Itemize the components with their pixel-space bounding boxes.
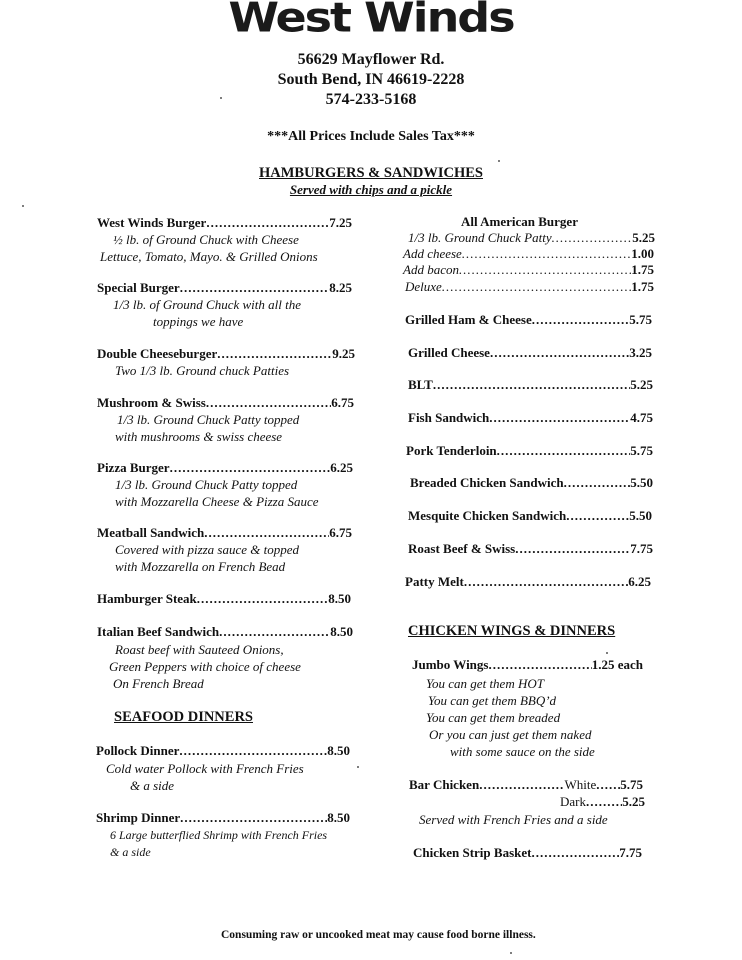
item-price: 8.50 [327,743,350,758]
item-name: Patty Melt [405,574,464,589]
item-name: Grilled Cheese [408,345,490,360]
item-description: Served with French Fries and a side [419,812,608,827]
option-label: Add bacon [403,262,459,277]
menu-item-shrimp-dinner [96,810,350,826]
all-american-option [405,279,654,295]
all-american-burger-title: All American Burger [461,214,578,229]
item-price: 6.75 [329,525,352,540]
item-name: Jumbo Wings [412,657,489,672]
item-description: You can get them HOT [426,676,544,691]
item-description: Cold water Pollock with French Fries [106,761,304,776]
menu-item-pork-tenderloin [406,443,653,459]
item-name: Mesquite Chicken Sandwich [408,508,567,523]
item-price: 6.25 [330,460,353,475]
address-line-2: South Bend, IN 46619-2228 [277,71,465,88]
menu-item-double-cheeseburger [97,346,355,362]
item-name: Fish Sandwich [408,410,490,425]
item-description: Covered with pizza sauce & topped [115,542,300,557]
menu-item-mushroom-swiss [97,395,354,411]
item-price: 8.50 [327,810,350,825]
option-price: 5.25 [632,230,655,245]
item-name: West Winds Burger [97,215,207,230]
tax-note: ***All Prices Include Sales Tax*** [267,129,475,144]
item-description: Two 1/3 lb. Ground chuck Patties [115,363,290,378]
menu-item-west-winds-burger [97,215,352,231]
scan-speck [606,652,608,654]
item-description: Green Peppers with choice of cheese [109,659,301,674]
item-price: 7.25 [329,215,352,230]
menu-item-grilled-cheese [408,345,652,361]
item-description: toppings we have [153,314,244,329]
menu-item-jumbo-wings [412,657,643,673]
item-name: Meatball Sandwich [97,525,205,540]
option-price: 1.00 [631,246,654,261]
item-description: 1/3 lb. Ground Chuck Patty topped [117,412,300,427]
scan-speck [510,952,512,954]
option-label: Deluxe [405,279,442,294]
item-price: 7.75 [630,541,653,556]
item-name: Hamburger Steak [97,591,197,606]
menu-item-fish-sandwich [408,410,653,426]
item-name: Breaded Chicken Sandwich [410,475,564,490]
option-label: White [564,777,597,792]
option-price: 1.75 [631,279,654,294]
food-safety-footer: Consuming raw or uncooked meat may cause food borne illness. [221,929,536,941]
menu-item-italian-beef-sandwich [97,624,353,640]
scan-speck [22,205,24,207]
menu-item-roast-beef-swiss [408,541,653,557]
item-description: You can get them breaded [426,710,561,725]
item-price: 5.25 [630,377,653,392]
item-price: 5.50 [629,508,652,523]
menu-item-chicken-strip-basket [413,845,642,861]
item-price: 5.75 [629,312,652,327]
option-label: Dark [560,794,586,809]
item-price: 5.50 [630,475,653,490]
option-label: Add cheese [403,246,462,261]
hamburgers-section-subtitle: Served with chips and a pickle [289,182,453,197]
item-price: 5.25 [622,794,645,809]
scan-speck [498,160,500,162]
item-name: Pork Tenderloin [406,443,497,458]
item-price: 5.75 [630,443,653,458]
option-label: 1/3 lb. Ground Chuck Patty [408,230,552,245]
menu-item-breaded-chicken-sandwich [410,475,653,491]
item-price: 6.25 [628,574,651,589]
item-price: 8.50 [328,591,351,606]
item-price: 9.25 [332,346,355,361]
item-price: 8.25 [329,280,352,295]
menu-item-grilled-ham-cheese [405,312,652,328]
item-name: Pizza Burger [97,460,170,475]
menu-item-mesquite-chicken-sandwich [408,508,652,524]
item-description: ½ lb. of Ground Chuck with Cheese [113,232,299,247]
item-name: Roast Beef & Swiss [408,541,516,556]
menu-item-pollock-dinner [96,743,350,759]
item-name: BLT [408,377,433,392]
item-description: & a side [130,778,175,793]
item-description: & a side [110,845,151,859]
scan-speck [357,766,359,768]
item-price: 3.25 [629,345,652,360]
item-description: with mushrooms & swiss cheese [115,429,283,444]
item-price: 5.75 [620,777,643,792]
option-price: 1.75 [631,262,654,277]
menu-item-patty-melt [405,574,651,590]
item-price: 6.75 [331,395,354,410]
item-name: Grilled Ham & Cheese [405,312,532,327]
hamburgers-section-title: HAMBURGERS & SANDWICHES [259,165,483,181]
menu-item-bar-chicken [409,777,643,793]
address-line-1: 56629 Mayflower Rd. [297,51,445,68]
item-name: Shrimp Dinner [96,810,181,825]
bar-chicken-dark [560,794,645,810]
menu-item-hamburger-steak [97,591,351,607]
item-description: 1/3 lb. Ground Chuck Patty topped [115,477,298,492]
item-description: You can get them BBQ’d [428,693,557,708]
item-description: 1/3 lb. of Ground Chuck with all the [113,297,302,312]
item-price: 8.50 [330,624,353,639]
item-name: Double Cheeseburger [97,346,218,361]
all-american-option [403,262,654,278]
all-american-option [403,246,654,262]
item-description: On French Bread [113,676,204,691]
item-description: with Mozzarella on French Bead [115,559,286,574]
item-description: 6 Large butterflied Shrimp with French Fries [110,828,328,842]
chicken-wings-section-title: CHICKEN WINGS & DINNERS [408,623,616,639]
item-description: Lettuce, Tomato, Mayo. & Grilled Onions [100,249,318,264]
phone-number: 574-233-5168 [325,91,417,108]
menu-item-meatball-sandwich [97,525,352,541]
item-price: 1.25 each [591,657,643,672]
item-name: Pollock Dinner [96,743,180,758]
restaurant-logo: West Winds [228,0,514,42]
item-name: Special Burger [97,280,180,295]
item-name: Bar Chicken [409,777,480,792]
menu-item-special-burger [97,280,352,296]
item-description: with some sauce on the side [450,744,595,759]
item-description: with Mozzarella Cheese & Pizza Sauce [115,494,319,509]
menu-item-pizza-burger [97,460,353,476]
menu-item-blt [408,377,653,393]
seafood-section-title: SEAFOOD DINNERS [114,709,253,725]
item-name: Chicken Strip Basket [413,845,532,860]
item-description: Roast beef with Sauteed Onions, [115,642,284,657]
item-price: 7.75 [619,845,642,860]
item-price: 4.75 [630,410,653,425]
item-name: Italian Beef Sandwich [97,624,220,639]
item-name: Mushroom & Swiss [97,395,206,410]
all-american-option [408,230,655,246]
item-description: Or you can just get them naked [429,727,592,742]
scan-speck [220,97,222,99]
